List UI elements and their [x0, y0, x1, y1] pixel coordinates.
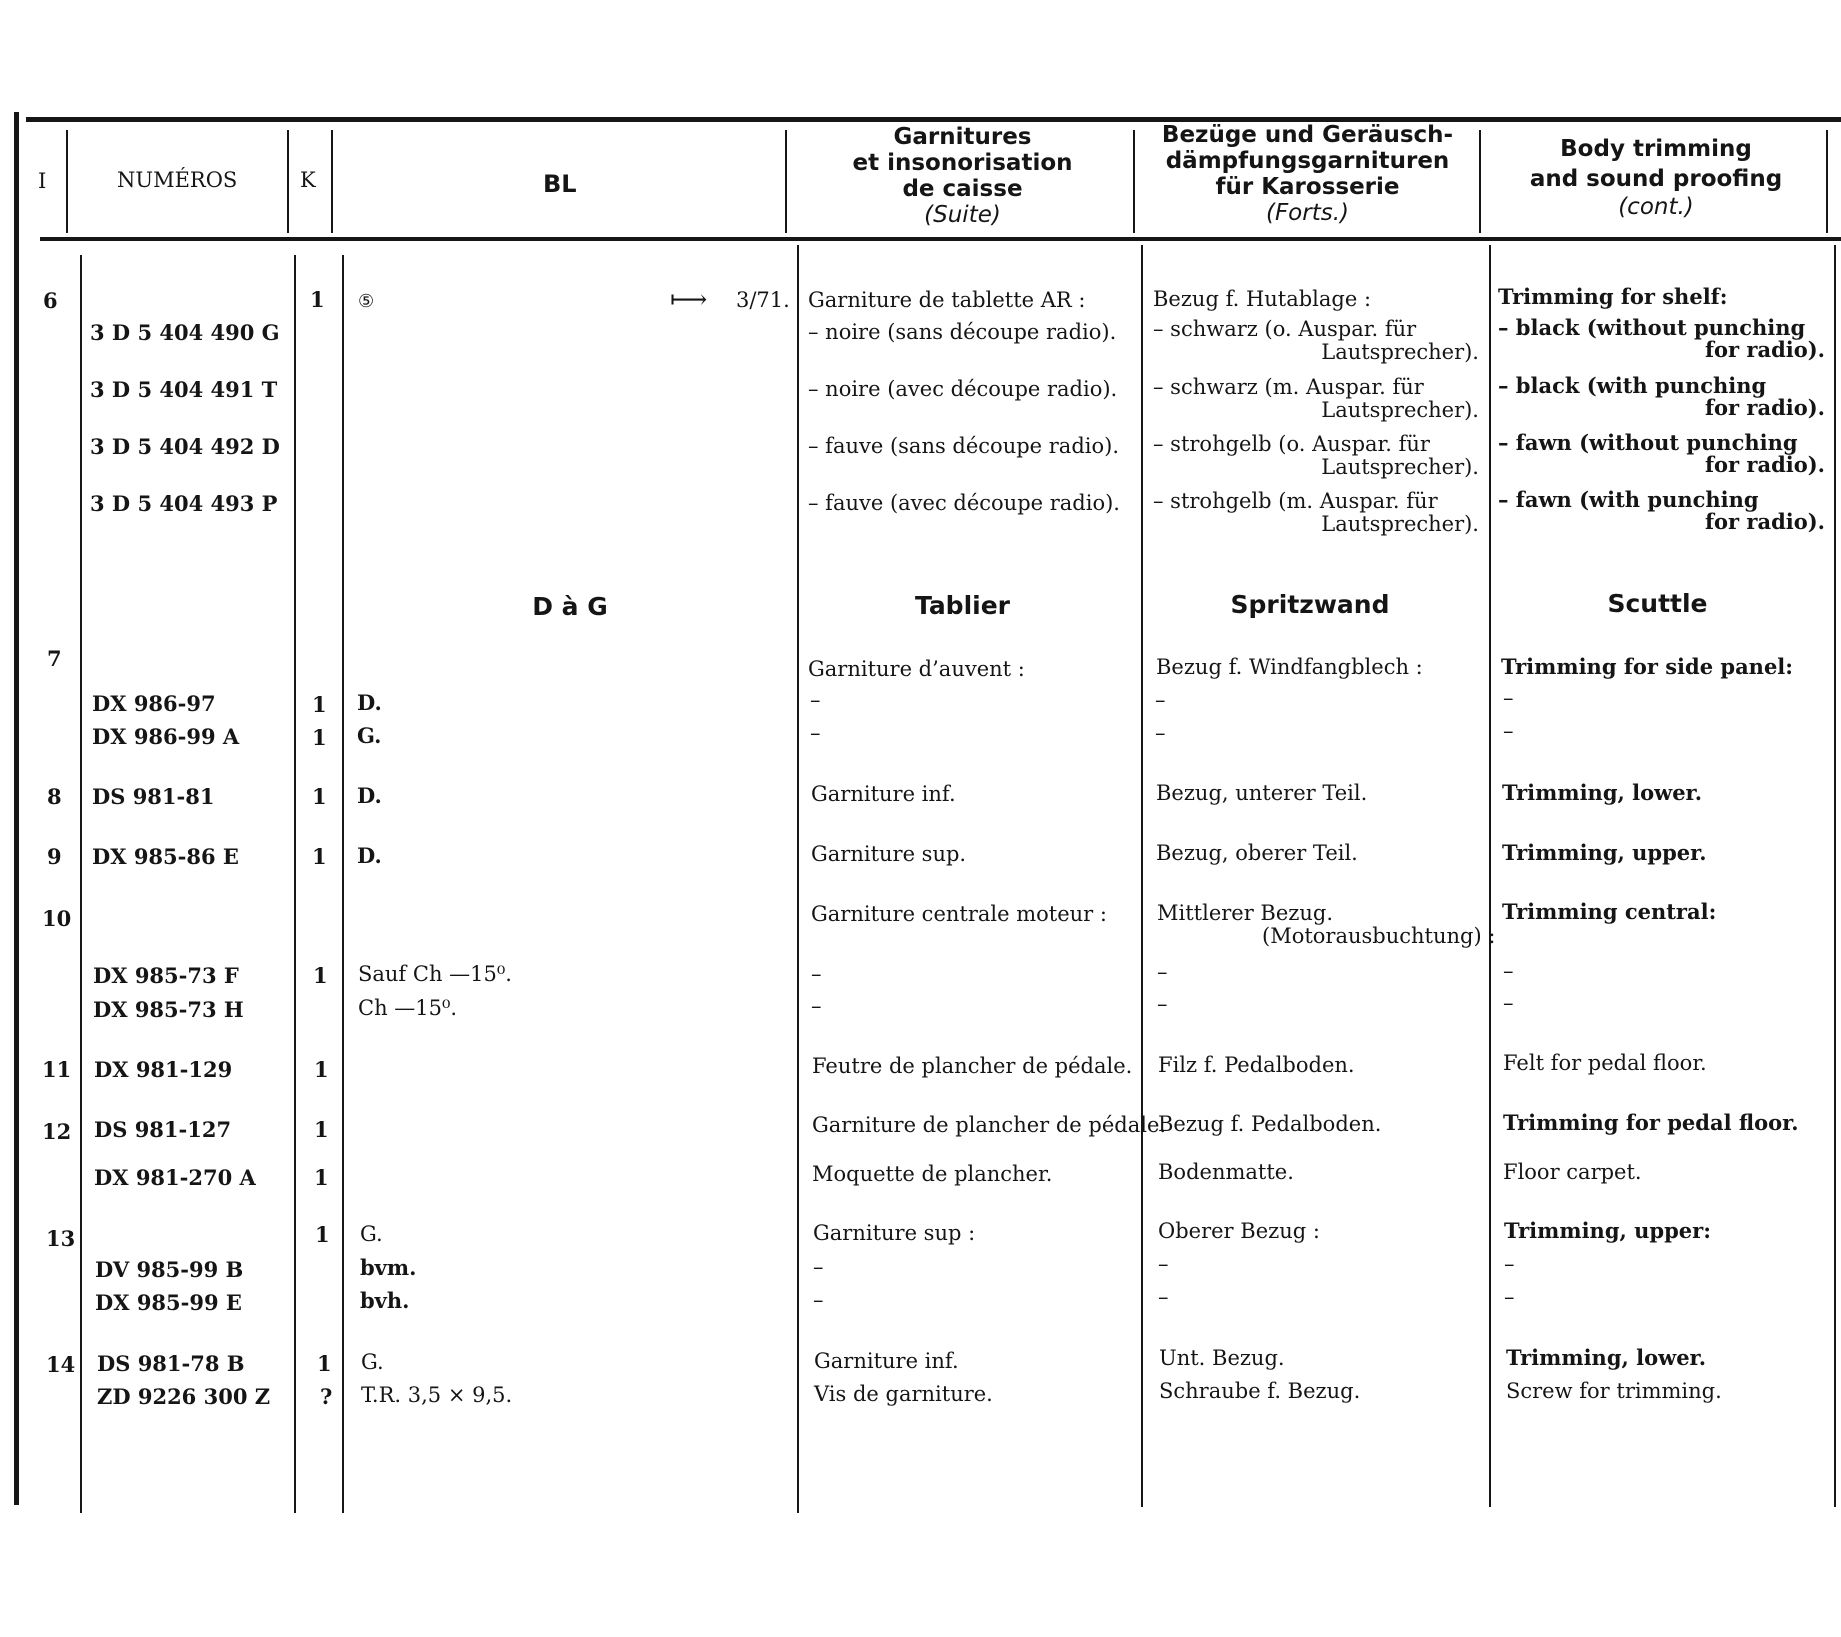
description-en: Trimming, upper. [1502, 840, 1707, 865]
description-fr: Garniture inf. [811, 782, 956, 806]
quantity: 1 [315, 1222, 330, 1247]
part-number: 3 D 5 404 493 P [90, 491, 278, 516]
description-en: Trimming, lower. [1502, 780, 1703, 805]
description-fr: – [811, 994, 822, 1018]
description-en: Felt for pedal floor. [1503, 1051, 1707, 1075]
description-de: – schwarz (m. Auspar. für [1153, 375, 1424, 399]
description-de: Bezug f. Windfangblech : [1156, 655, 1423, 679]
quantity: 1 [314, 1117, 329, 1142]
description-en: – black (with punching [1498, 373, 1767, 398]
quantity: 1 [312, 692, 327, 717]
description-fr: Garniture sup : [813, 1221, 976, 1245]
header-col-numeros: NUMÉROS [117, 168, 238, 192]
description-de: – [1158, 1252, 1169, 1276]
item-index: 12 [42, 1119, 72, 1144]
arrow-right-icon: ⟼ [670, 285, 708, 315]
description-en: Trimming for pedal floor. [1503, 1110, 1799, 1135]
description-de: Lautsprecher). [1321, 340, 1479, 364]
header-divider [785, 130, 787, 233]
bl-note: bvm. [360, 1255, 417, 1280]
description-de: Oberer Bezug : [1158, 1219, 1320, 1243]
item-index: 11 [42, 1057, 72, 1082]
description-fr: Moquette de plancher. [812, 1162, 1053, 1186]
description-fr: – [810, 688, 821, 712]
item-index: 7 [47, 646, 62, 671]
header-french: Garnitures et insonorisation de caisse (Suite) [852, 124, 1073, 228]
part-number: DS 981-78 B [97, 1351, 245, 1376]
quantity: ? [320, 1384, 333, 1409]
quantity: 1 [313, 963, 328, 988]
description-de: (Motorausbuchtung) : [1262, 924, 1496, 948]
quantity: 1 [312, 784, 327, 809]
header-divider [66, 130, 68, 233]
description-fr: – fauve (sans découpe radio). [808, 434, 1120, 458]
quantity: 1 [312, 725, 327, 750]
part-number: DX 985-73 F [93, 963, 239, 988]
part-number: DX 985-73 H [93, 997, 244, 1022]
bl-note: bvh. [360, 1288, 410, 1313]
part-number: DX 986-99 A [92, 724, 240, 749]
description-fr: Garniture d’auvent : [808, 657, 1025, 681]
description-fr: – [813, 1288, 824, 1312]
description-en: for radio). [1704, 509, 1825, 534]
description-en: – fawn (without punching [1498, 430, 1798, 455]
column-divider [1834, 245, 1836, 1507]
description-fr: Garniture sup. [811, 842, 967, 866]
description-en: Trimming, upper: [1504, 1218, 1711, 1243]
description-de: – [1155, 721, 1166, 745]
part-number: 3 D 5 404 491 T [90, 377, 278, 402]
left-border [14, 112, 19, 1505]
part-number: DX 985-86 E [92, 844, 239, 869]
description-de: Bodenmatte. [1158, 1160, 1294, 1184]
description-de: – schwarz (o. Auspar. für [1153, 317, 1417, 341]
description-en: Screw for trimming. [1506, 1379, 1722, 1403]
description-en: for radio). [1704, 395, 1825, 420]
bl-note: D. [357, 783, 382, 808]
header-divider [287, 130, 289, 233]
description-en: – [1503, 686, 1514, 710]
part-number: DX 981-129 [94, 1057, 233, 1082]
item-index: 6 [43, 288, 58, 313]
part-number: 3 D 5 404 490 G [90, 320, 280, 345]
description-de: Lautsprecher). [1321, 455, 1479, 479]
bl-note: D. [357, 690, 382, 715]
description-fr: – noire (avec découpe radio). [808, 377, 1118, 401]
header-divider [1479, 130, 1481, 233]
description-de: – [1157, 992, 1168, 1016]
description-de: Bezug f. Pedalboden. [1158, 1112, 1382, 1136]
part-number: DX 981-270 A [94, 1165, 256, 1190]
description-en: for radio). [1704, 452, 1825, 477]
description-en: for radio). [1704, 337, 1825, 362]
part-number: DV 985-99 B [95, 1257, 244, 1282]
quantity: 1 [317, 1351, 332, 1376]
description-fr: – fauve (avec découpe radio). [808, 491, 1120, 515]
column-divider [80, 255, 82, 1513]
bl-note: Sauf Ch —15⁰. [358, 962, 512, 986]
description-de: Lautsprecher). [1321, 398, 1479, 422]
description-de: – strohgelb (o. Auspar. für [1153, 432, 1430, 456]
bl-note: G. [361, 1350, 384, 1374]
header-german: Bezüge und Geräusch- dämpfungsgarnituren für Karosserie (Forts.) [1161, 122, 1454, 226]
description-fr: – [813, 1255, 824, 1279]
description-fr: Garniture centrale moteur : [811, 902, 1107, 926]
description-de: Mittlerer Bezug. [1157, 901, 1333, 925]
description-fr: Garniture de plancher de pédale. [812, 1113, 1167, 1137]
header-bottom-rule [40, 237, 1841, 241]
description-de: Bezug, oberer Teil. [1156, 841, 1358, 865]
item-index: 10 [42, 906, 72, 931]
quantity: 1 [314, 1165, 329, 1190]
part-number: DS 981-127 [94, 1117, 232, 1142]
section-title-de: Spritzwand [1230, 590, 1390, 619]
header-divider [1826, 130, 1828, 233]
description-de: – [1155, 688, 1166, 712]
header-col-k: K [300, 168, 316, 192]
item-index: 9 [47, 844, 62, 869]
bl-note: D. [357, 843, 382, 868]
part-number: 3 D 5 404 492 D [90, 434, 280, 459]
top-rule [26, 117, 1841, 122]
description-fr: Feutre de plancher de pédale. [812, 1054, 1133, 1078]
header-col-bl: BL [543, 170, 577, 198]
header-col-i: I [38, 169, 47, 193]
modification-date: 3/71. [736, 288, 790, 312]
quantity: 1 [310, 287, 325, 312]
header-divider [1133, 130, 1135, 233]
description-en: Floor carpet. [1503, 1160, 1642, 1184]
quantity: 1 [314, 1057, 329, 1082]
part-number: DX 985-99 E [95, 1290, 242, 1315]
column-divider [797, 245, 799, 1513]
description-fr: – [810, 721, 821, 745]
description-de: – [1158, 1285, 1169, 1309]
bl-note: T.R. 3,5 × 9,5. [361, 1383, 513, 1407]
description-de: Lautsprecher). [1321, 512, 1479, 536]
part-number: DX 986-97 [92, 691, 216, 716]
description-en: – [1504, 1252, 1515, 1276]
section-title-en: Scuttle [1607, 589, 1708, 618]
bl-note: G. [357, 723, 382, 748]
description-de: – [1157, 960, 1168, 984]
description-de: Schraube f. Bezug. [1159, 1379, 1361, 1403]
description-en: Trimming central: [1502, 899, 1717, 924]
section-title-fr: Tablier [914, 591, 1011, 620]
description-en: – [1504, 1285, 1515, 1309]
header-divider [331, 130, 333, 233]
column-divider [1141, 245, 1143, 1507]
description-en: Trimming for shelf: [1498, 284, 1728, 309]
bl-note: G. [360, 1222, 383, 1246]
description-en: Trimming for side panel: [1501, 654, 1794, 679]
quantity: 1 [312, 844, 327, 869]
description-de: Filz f. Pedalboden. [1158, 1053, 1355, 1077]
description-de: Bezug f. Hutablage : [1153, 287, 1372, 311]
description-en: – black (without punching [1498, 315, 1806, 340]
description-en: – [1503, 719, 1514, 743]
description-de: – strohgelb (m. Auspar. für [1153, 489, 1438, 513]
description-de: Unt. Bezug. [1159, 1346, 1285, 1370]
description-fr: – noire (sans découpe radio). [808, 320, 1117, 344]
item-index: 14 [46, 1352, 76, 1377]
item-index: 13 [46, 1226, 76, 1251]
description-fr: Garniture inf. [814, 1349, 959, 1373]
section-bl: D à G [532, 592, 608, 621]
description-en: Trimming, lower. [1506, 1345, 1707, 1370]
description-en: – [1503, 959, 1514, 983]
description-fr: Vis de garniture. [814, 1382, 993, 1406]
part-number: DS 981-81 [92, 784, 215, 809]
description-de: Bezug, unterer Teil. [1156, 781, 1368, 805]
header-english: Body trimming and sound proofing (cont.) [1529, 136, 1783, 220]
item-index: 8 [47, 784, 62, 809]
description-fr: Garniture de tablette AR : [808, 288, 1086, 312]
bl-note: Ch —15⁰. [358, 996, 458, 1020]
circle-symbol-icon: ⑤ [358, 291, 375, 312]
column-divider [294, 255, 296, 1513]
description-en: – [1503, 991, 1514, 1015]
description-en: – fawn (with punching [1498, 487, 1759, 512]
part-number: ZD 9226 300 Z [97, 1384, 271, 1409]
column-divider [1489, 245, 1491, 1507]
column-divider [342, 255, 344, 1513]
description-fr: – [811, 962, 822, 986]
